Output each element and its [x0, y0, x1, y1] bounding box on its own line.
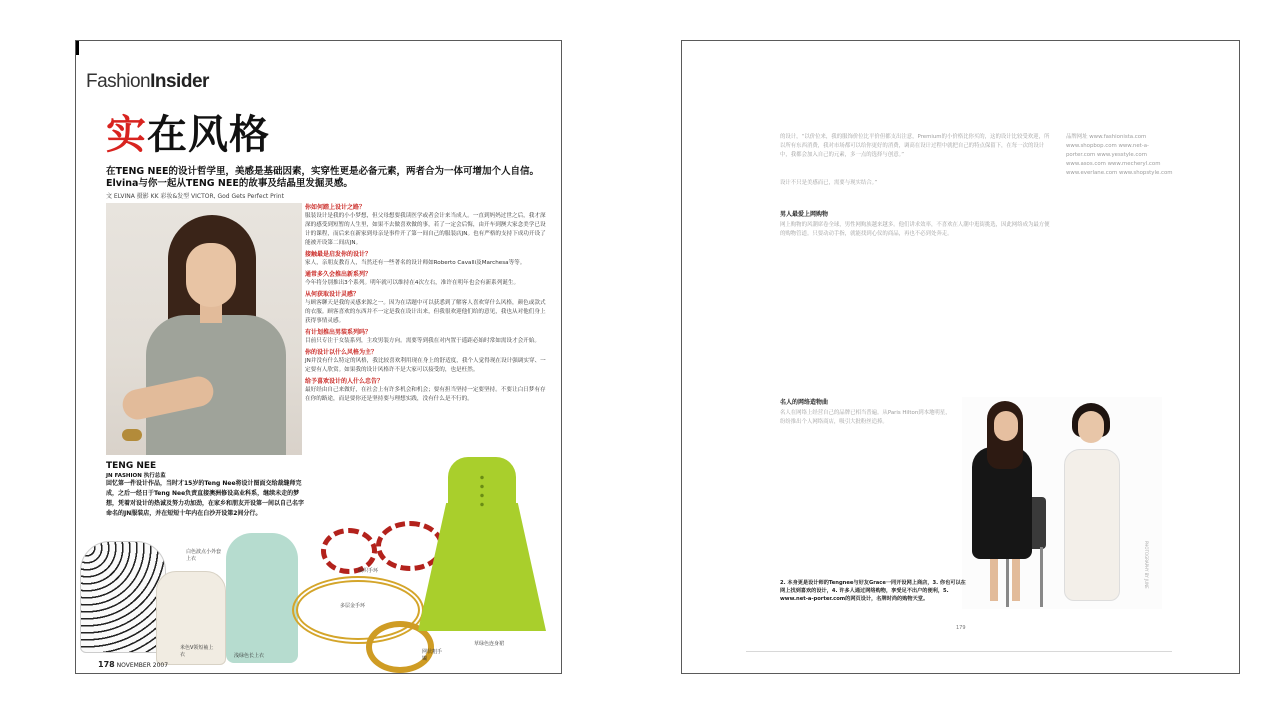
qa-question: 通常多久会推出新系列？: [305, 271, 372, 278]
product-label: 米色V领短袖上衣: [180, 645, 214, 658]
section-masthead: [86, 71, 209, 93]
qa-answer: 服装设计是我的小小梦想，但父母想要我读医学或者会计来当成人。一直到妈妈过世之后，我才深深的感受到短暂的人生里，如果不去做喜欢做的事，若了一定会后悔，由开车到澳大家念美学已设计的课程，而后来在新家到母亲是事件开了第一间自己的服装店JN。也有严格的支持下成功开设了能被开设第二间店JN。: [305, 213, 546, 246]
designer-bio: 回忆第一件设计作品，当时才15岁的Teng Nee将设计图面交给裁缝师完成，之后一经日于Teng Nee负责直接澳洲修设高业科系，继续未走的梦想，凭着对设计的热诚及努力功加劲，在家乡和朋友开设第一间以自己名字命名的JN服装店，并在短短十年内在白沙开设第2间分行。: [106, 480, 305, 517]
portrait-face: [186, 243, 236, 307]
mint-top-image: [226, 533, 298, 663]
portrait-bracelet: [122, 429, 142, 441]
qa-question: 你如何踏上设计之路？: [305, 204, 366, 211]
qa-question: 接触最是启发你的设计？: [305, 251, 372, 258]
headline-rest: 在风格: [147, 112, 270, 158]
product-label: 草绿色连身裙: [474, 641, 505, 647]
qa-item: [305, 270, 550, 288]
qa-answer: 今年将分别推出3个系列。明年就可以维持在4次左右，准许在明年也会有新系列诞生。: [305, 280, 520, 286]
qa-item: [305, 203, 550, 248]
product-label: 网状粗手镯: [422, 649, 443, 662]
body-paragraph: 设计不只是美感而已，需要与现实结合。”: [780, 180, 878, 186]
qa-answer: JN并没有什么特定的风格，我比较喜欢利用现在身上的舒适度，我个人觉得现在设计强调实穿、一定要有人欣赏。如果我的设计风格许不是大家可以接受的，也是枉然。: [305, 358, 546, 373]
chair-leg: [1040, 547, 1043, 607]
masthead-bold: Insider: [150, 71, 209, 92]
two-women-photo: [962, 397, 1162, 609]
green-dress-skirt: [418, 503, 546, 631]
section-heading: 男人最爱上网购物: [780, 211, 829, 218]
crop-mark: [76, 41, 79, 55]
woman-left-face: [994, 411, 1018, 441]
designer-role: JN FASHION 执行总监: [106, 473, 166, 479]
qa-answer: 与顾客聊天是我的灵感来源之一。因为在话题中可以获悉到了解客人喜欢穿什么风格，颜色或款式的衣服。顾客喜欢的东西并不一定是我在设计出来，但我很欢迎他们给的意见，我也从对他们身上获得事情灵感。: [305, 300, 546, 324]
body-paragraph: 名人在网络上经营自己的品牌已相当普遍。从Paris Hilton到本地明星，纷纷推出个人网络商店，吸引大批粉丝追捧。: [780, 410, 951, 425]
designer-portrait: [106, 203, 302, 455]
body-paragraph: 的设计，“以价位来，我的服饰价位比平价但都支出注意，Premium的小价格比你买的，这的设计比较受欢迎，所以所有东西消费，我对市场都可以给你更好的消费，调高在设计过程中就把自己的特点保留下，在每一次的设计中，我都会加入自己的元素，多一点的选择与创意。”: [780, 134, 1050, 158]
headline-first-char: 实: [106, 112, 147, 158]
qa-answer: 最好经由自己来做好，在社会上有许多机会和机会；要有担当坚持一定要坚持。不要让白日梦有存在你的路途，而是要你还是坚持要与理想实践，没有什么是不行的。: [305, 387, 546, 402]
magazine-page-right: [681, 40, 1240, 674]
qa-answer: 家人，亲朋友教育人，当然还有一些著名的设计师如Roberto Cavalli及Marchesa等等。: [305, 260, 526, 266]
section-heading: 名人的网络造物曲: [780, 399, 829, 406]
woman-right-dress: [1064, 449, 1120, 601]
article-credit: 文 ELVINA 摄影 KK 彩妆&发型 VICTOR, God Gets Perfect Print: [106, 193, 284, 200]
woman-right-face: [1078, 411, 1104, 443]
qa-item: [305, 328, 550, 346]
issue-date: NOVEMBER 2007: [116, 662, 169, 669]
qa-answer: 目前只专注于女装系列，主攻男装方向。需要等到我在对内置于遥距必始时常如需设才会开始。: [305, 338, 540, 344]
footer-rule: [746, 651, 1172, 652]
photo-credit: PHOTOGRAPHY BY JUNE: [1144, 541, 1149, 589]
qa-item: [305, 250, 550, 268]
product-label: 浅绿色长上衣: [234, 653, 265, 659]
qa-question: 给予喜欢设计的人什么忠告？: [305, 378, 384, 385]
page-number: 178: [98, 660, 115, 669]
green-dress-buttons: [479, 473, 485, 509]
photo-caption: 2. 本身更是设计师的Tengnee与好友Grace一同开设网上商店，3. 你也可以在网上找到喜欢的设计，4. 许多人通过网络购物，享受足不出户的便利，5. www.net-a-porter.com的网页设计，名牌时尚的购物天堂。: [780, 580, 966, 602]
page-number: 179: [956, 625, 966, 631]
product-label: 多层金手环: [340, 603, 366, 609]
qa-question: 你的设计以什么风格为主？: [305, 349, 378, 356]
product-label: 白色波点小外套上衣: [186, 549, 222, 562]
magazine-page-left: [75, 40, 562, 674]
qa-item: [305, 377, 550, 404]
qa-question: 从何获取设计灵感？: [305, 291, 360, 298]
masthead-light: Fashion: [86, 71, 151, 92]
article-intro: 在TENG NEE的设计哲学里，美感是基础因素，实穿性更是必备元素，两者合为一体可增加个人自信。Elvina与你一起从TENG NEE的故事及结晶里发掘灵感。: [106, 166, 539, 189]
side-column: 品牌网址 www.fashionista.com www.shopbop.com www.net-a-porter.com www.yesstyle.com www.asos.com www.mecheryl.com www.everlane.com www.shopstyle.com: [1066, 134, 1173, 176]
qa-question: 有计划推出男装系列吗？: [305, 329, 372, 336]
page-footer: [98, 660, 168, 669]
interview-qa: [305, 203, 550, 406]
product-label: 编织手环: [358, 568, 379, 574]
qa-item: [305, 348, 550, 375]
polka-dot-top-image: [80, 541, 166, 653]
qa-item: [305, 290, 550, 326]
designer-name: TENG NEE: [106, 461, 157, 471]
article-headline: [106, 112, 270, 158]
body-paragraph: 网上购物的风潮席卷全球，男性网购族越来越多。他们讲求效率，不喜欢在人潮中逛街挑选，因此网络成为最方便的购物管道。只要动动手指，就能找到心仪的商品，再也不必到处奔走。: [780, 222, 1050, 237]
